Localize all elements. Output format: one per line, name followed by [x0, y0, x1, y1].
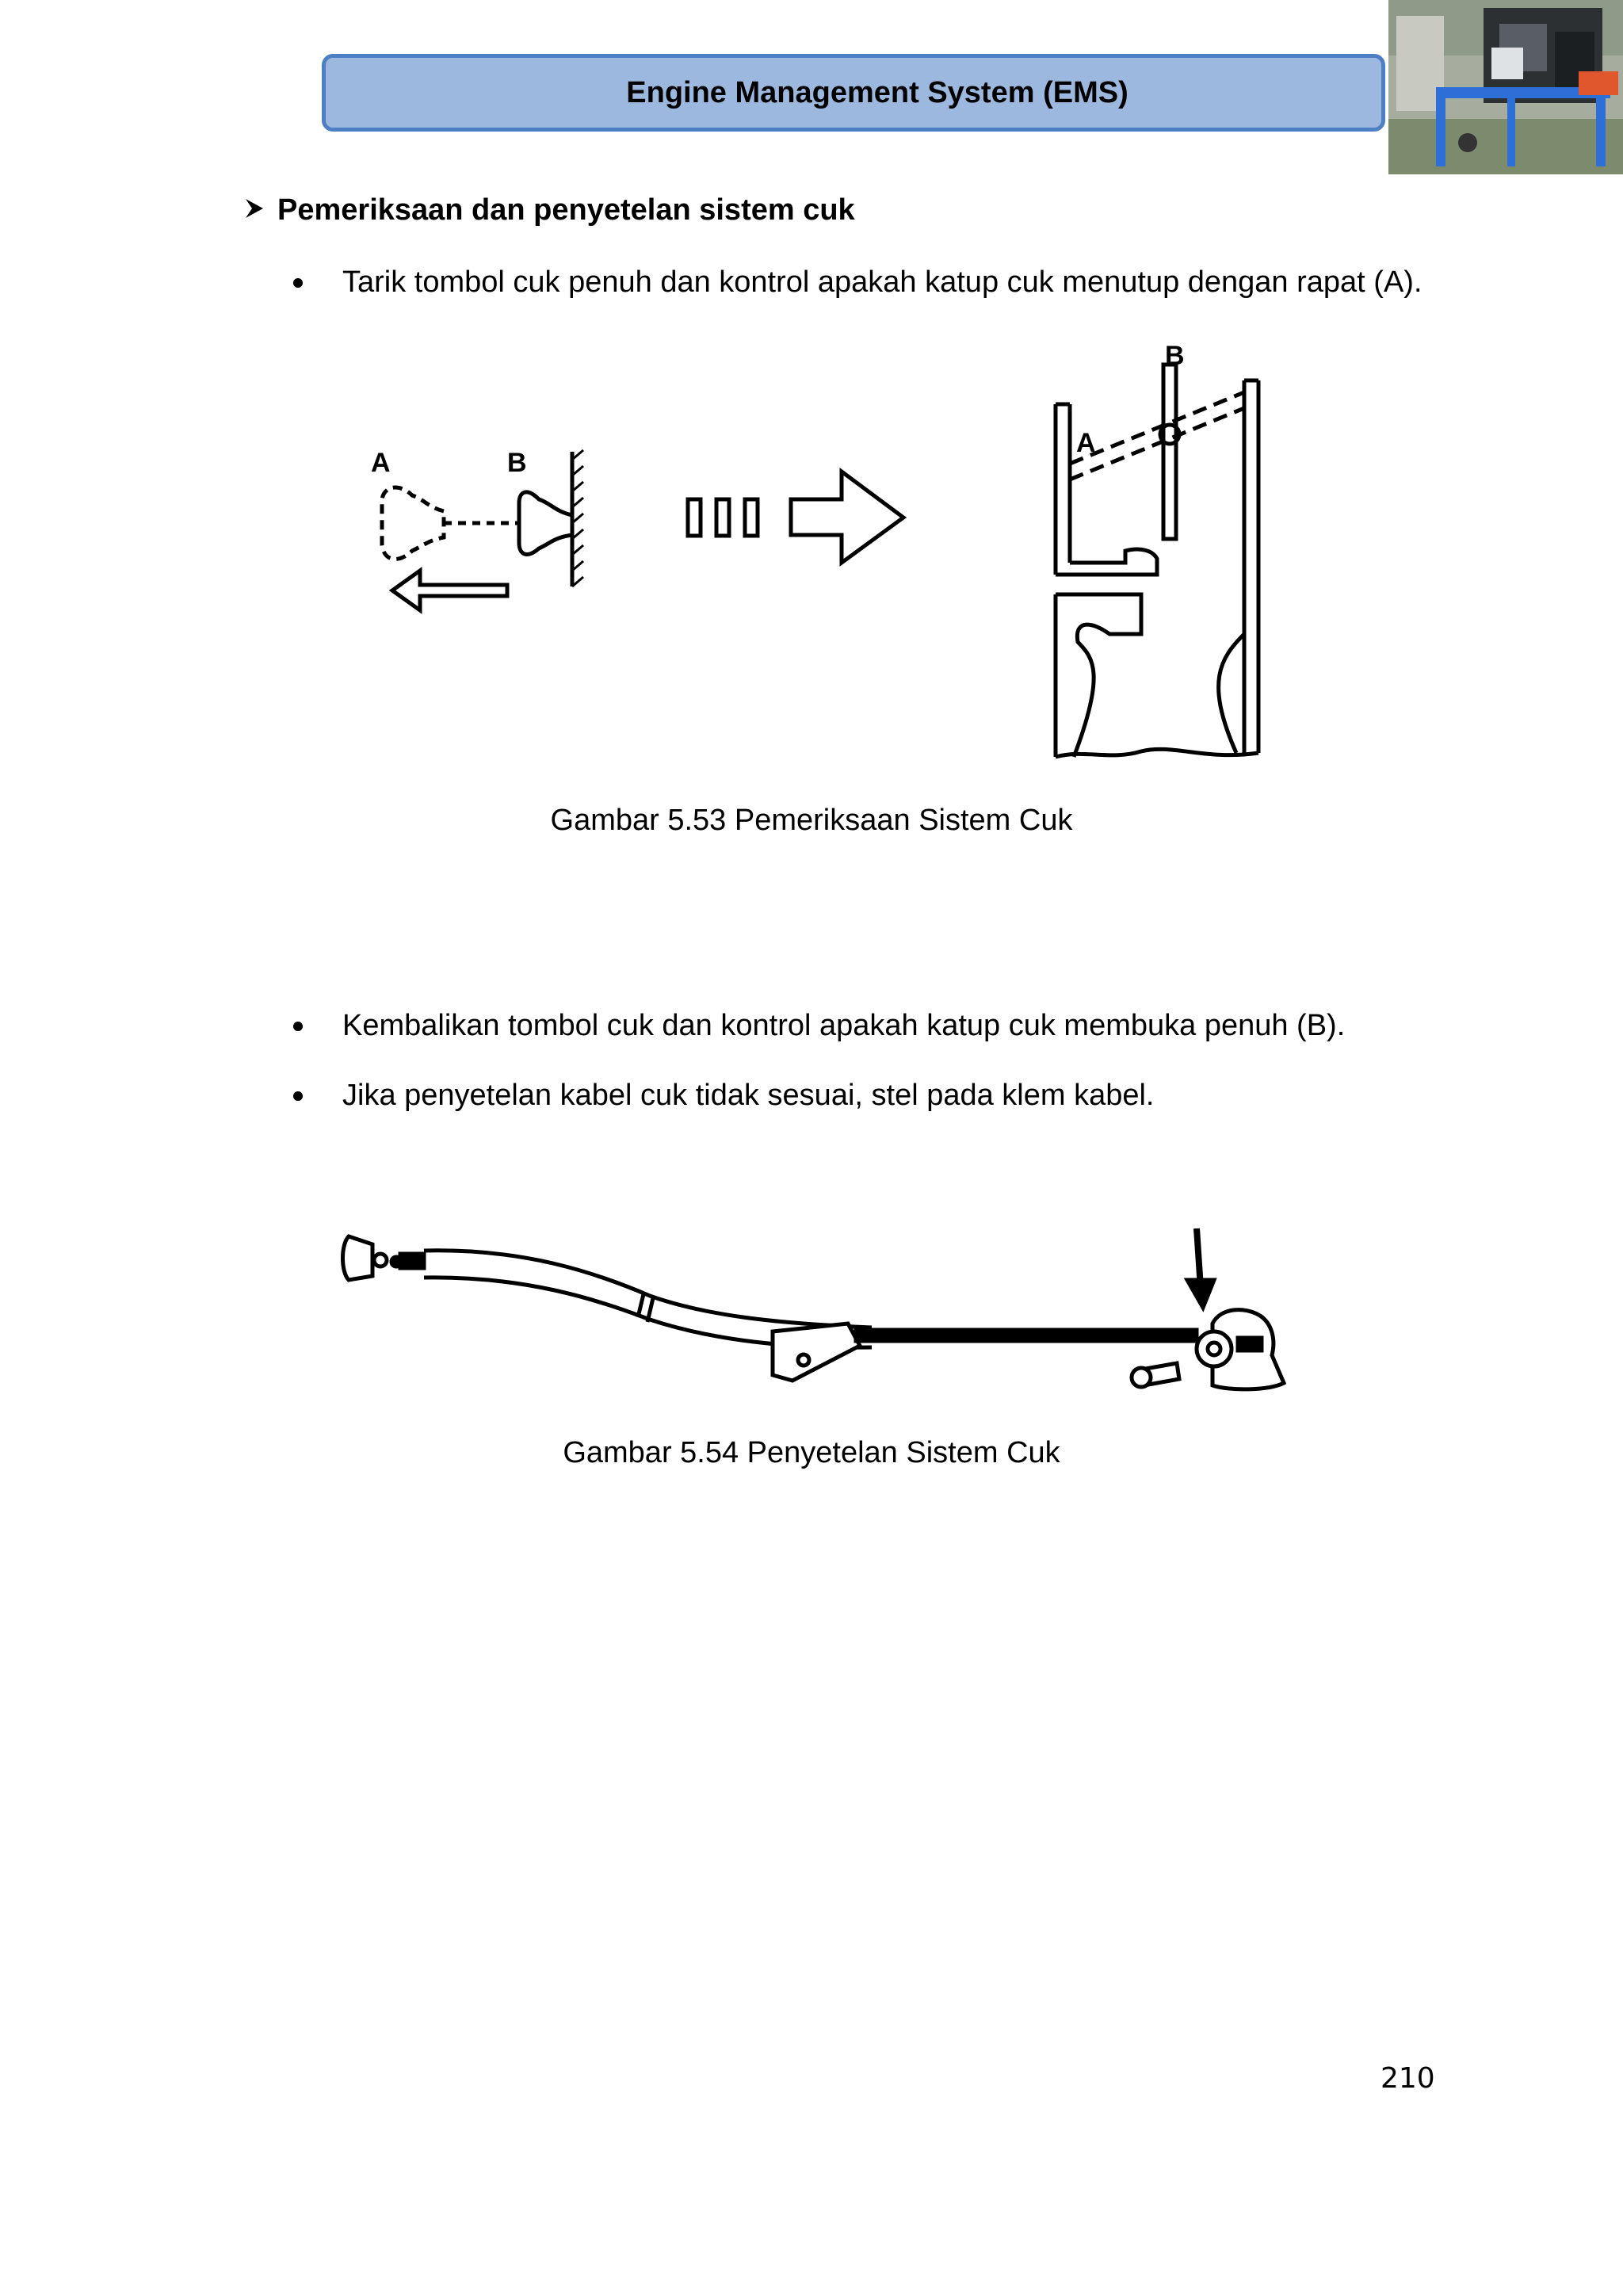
- bullet-dot-icon: [293, 1091, 303, 1101]
- list-item-text: Jika penyetelan kabel cuk tidak sesuai, stel pada klem kabel.: [342, 1079, 1155, 1112]
- list-item-text: Tarik tombol cuk penuh dan kontrol apakah katup cuk menutup dengan rapat (A).: [342, 266, 1423, 299]
- choke-cable-figure: [333, 1213, 1300, 1419]
- list-item: [293, 1079, 1154, 1113]
- figure-label-b: B: [507, 448, 527, 478]
- figure-caption: Gambar 5.54 Penyetelan Sistem Cuk: [563, 1436, 1060, 1469]
- bullet-dot-icon: [293, 278, 303, 288]
- bullet-dot-icon: [293, 1022, 303, 1031]
- document-title: Engine Management System (EMS): [626, 75, 1128, 109]
- figure-label-a: A: [371, 448, 391, 478]
- list-item: [293, 1009, 1345, 1043]
- choke-check-figure: [349, 333, 1284, 777]
- page-number: 210: [1381, 2062, 1435, 2095]
- header-banner: [322, 54, 1385, 132]
- list-item-text: Kembalikan tombol cuk dan kontrol apakah katup cuk membuka penuh (B).: [342, 1009, 1346, 1042]
- figure-caption: Gambar 5.53 Pemeriksaan Sistem Cuk: [550, 804, 1073, 837]
- section-heading: [244, 193, 855, 227]
- engine-trainer-photo: [1388, 0, 1623, 174]
- arrowhead-bullet-icon: [244, 193, 277, 227]
- valve-label-b: B: [1165, 341, 1185, 371]
- list-item: [293, 266, 1423, 300]
- valve-label-a: A: [1076, 428, 1096, 458]
- section-heading-text: Pemeriksaan dan penyetelan sistem cuk: [277, 193, 855, 227]
